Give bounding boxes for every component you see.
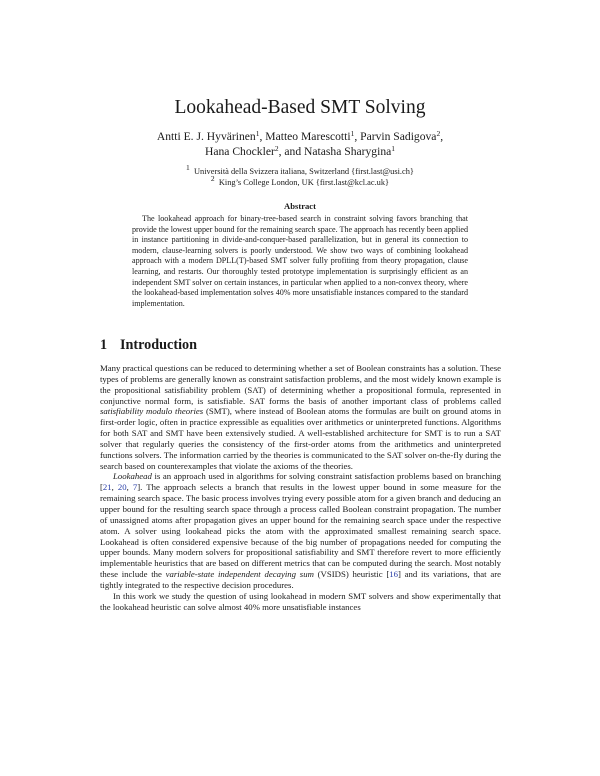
author-name: Hana Chockler: [204, 144, 275, 158]
author-separator: ,: [259, 130, 266, 143]
citation-link[interactable]: 21: [102, 482, 112, 493]
body-text-run: ,: [111, 482, 118, 493]
body-text-run: is an approach used in algorithms for solving constraint satisfaction problems based on branching [: [100, 471, 501, 493]
author-affiliation-mark: 1: [391, 143, 396, 153]
author-separator: ,: [354, 130, 361, 143]
author-name: Matteo Marescotti: [265, 130, 351, 143]
citation-link[interactable]: 20: [117, 482, 127, 493]
author-affiliation-mark: 1: [350, 129, 355, 138]
body-text: [100, 363, 501, 612]
section-number: 1: [100, 337, 108, 353]
body-text-run: In this work we study the question of using lookahead in modern SMT solvers and show experimentally that the lookahead heuristic can solve almost 40% more unsatisfiable instances: [100, 590, 501, 612]
author-name: Parvin Sadigova: [360, 130, 437, 143]
affiliation-line: [100, 163, 500, 178]
body-text-run: ,: [126, 482, 133, 493]
paper-title: Lookahead-Based SMT Solving: [174, 97, 426, 118]
body-text-run: Many practical questions can be reduced to determining whether a set of Boolean constraints has a solution. These types of problems are generally known as constraint satisfaction problems, and the most widely known example is the propositional satisfiability problem (SAT) of determining whether a propositional formula, represented in conjunctive normal form, is satisfiable. SAT forms the basis of another important class of problems called: [100, 363, 501, 406]
body-paragraph: [100, 363, 501, 471]
body-text-run: ] and its variations, that are tightly integrated to the respective decision procedures.: [100, 569, 502, 590]
author-separator: ,: [440, 130, 444, 143]
author-affiliation-mark: 2: [274, 143, 279, 153]
body-paragraph: [100, 471, 501, 590]
affiliation-line: [100, 173, 500, 189]
citation-link[interactable]: 16: [389, 569, 399, 580]
emphasized-term: variable-state independent decaying sum: [165, 569, 314, 580]
body-text-run: ]. The approach selects a branch that results in the lowest upper bound in some measure for the remaining search space. The basic process involves trying every possible atom for a given branch and deducing an upper bound for the resulting search space through a process called Boolean constraint propagation. The number of unassigned atoms after propagation gives an upper bound for the remaining search space under the respective atom. A solver using lookahead picks the atom with the approximated smallest remaining search space. Lookahead is often considered expensive because of the big number of propagations needed for computing the upper bounds. Many modern solvers for propositional satisfiability and SMT therefore revert to more efficiently implementable heuristics that are based on different metrics that can be computed during the search. Most notably these include the: [100, 482, 501, 580]
abstract-text: The lookahead approach for binary-tree-based search in constraint solving favors branching that provide the lowest upper bound for the remaining search space. The approach has recently been applied in instance partitioning in divide-and-conquer-based parallelization, but in general its connection to modern, clause-learning solvers is poorly understood. We show two ways of combining lookahead approach with a modern DPLL(T)-based SMT solver fully profiting from theory propagation, clause learning, and restarts. Our thoroughly tested prototype implementation is surprisingly efficient as an independent SMT solver on certain instances, in particular when applied to a non-convex theory, where the lookahead-based implementation solves 40% more unsatisfiable instances compared to the standard implementation.: [132, 214, 468, 308]
affiliation-text: King’s College London, UK {first.last@kcl.ac.uk}: [214, 177, 390, 187]
body-text-run: (VSIDS) heuristic [: [313, 569, 390, 580]
author-affiliation-mark: 2: [436, 129, 441, 138]
emphasized-term: Lookahead: [113, 471, 152, 482]
section-title: Introduction: [120, 337, 197, 353]
author-affiliation-mark: 1: [255, 129, 260, 138]
affiliation-mark: 2: [210, 173, 215, 183]
emphasized-term: satisfiability modulo theories: [100, 406, 204, 417]
abstract-heading: Abstract: [284, 201, 316, 211]
affiliations: [100, 163, 500, 188]
author-name: Antti E. J. Hyvärinen: [156, 130, 256, 143]
citation-link[interactable]: 7: [132, 482, 138, 493]
author-name: Natasha Sharygina: [304, 144, 392, 158]
affiliation-mark: 1: [186, 163, 190, 172]
section-heading: [100, 337, 197, 354]
body-paragraph: [100, 591, 501, 613]
affiliation-text: Università della Svizzera italiana, Switzerland {first.last@usi.ch}: [189, 167, 414, 176]
body-text-run: (SMT), where instead of Boolean atoms the formulas are built on ground atoms in first-order logic, often in practice expressible as equalities over arithmetics or uninterpreted functions. Algorithms for both SAT and SMT have been extensively studied. A well-established architecture for SMT is to run a SAT solver that regularly queries the consistency of the first-order atoms from the arithmetics and uninterpreted functions solvers. The information carried by the theories is communicated to the SAT solver on-the-fly during the search based on counterexamples that violate the axioms of the theories.: [100, 406, 501, 471]
author-list: [100, 130, 500, 159]
author-separator: , and: [278, 144, 305, 158]
